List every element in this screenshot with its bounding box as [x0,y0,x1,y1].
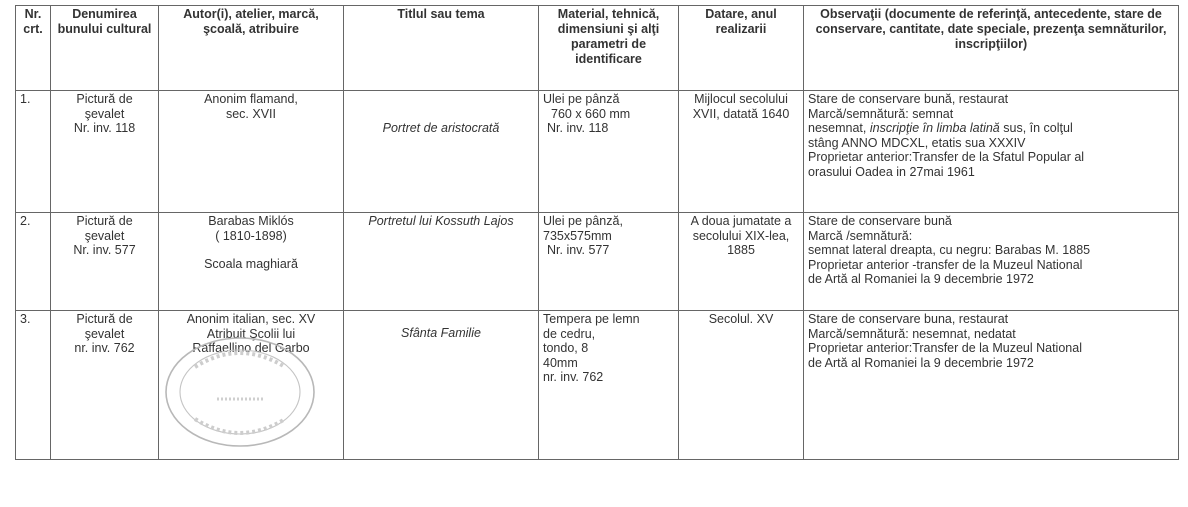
header-name: Denumirea bunului cultural [51,6,159,91]
header-author: Autor(i), atelier, marcă, şcoală, atribuire [159,6,344,91]
table-row [16,311,1179,460]
cell-date: Mijlocul secolului XVII, datată 1640 [679,91,804,213]
cell-author: Barabas Miklós ( 1810-1898) Scoala maghiară [159,213,344,311]
cell-title: Portret de aristocrată [344,91,539,213]
header-row [16,6,1179,91]
cell-title: Portretul lui Kossuth Lajos [344,213,539,311]
table-row [16,213,1179,311]
cell-nr: 1. [16,91,51,213]
cell-nr: 3. [16,311,51,460]
header-nr: Nr. crt. [16,6,51,91]
cell-author: Anonim flamand, sec. XVII [159,91,344,213]
header-material: Material, tehnică, dimensiuni şi alţi parametri de identificare [539,6,679,91]
cell-notes: Stare de conservare bună, restaurat Marcă/semnătură: semnat nesemnat, inscripţie în limba latină sus, în colţul stâng ANNO MDCXL, etatis sua XXXIV Proprietar anterior:Transfer de la Sfatul Popular al orasului Oadea in 27mai 1961 [804,91,1179,213]
cell-notes: Stare de conservare buna, restaurat Marcă/semnătură: nesemnat, nedatat Proprietar anterior:Transfer de la Muzeul National de Artă al Romaniei la 9 decembrie 1972 [804,311,1179,460]
cell-date: A doua jumatate a secolului XIX-lea, 1885 [679,213,804,311]
cell-material: Ulei pe pânză, 735x575mm Nr. inv. 577 [539,213,679,311]
header-title: Titlul sau tema [344,6,539,91]
table-row [16,91,1179,213]
header-notes: Observaţii (documente de referinţă, antecedente, stare de conservare, cantitate, date speciale, prezenţa semnăturilor, inscripţiilor) [804,6,1179,91]
cell-material: Ulei pe pânză 760 x 660 mm Nr. inv. 118 [539,91,679,213]
cell-name: Pictură de şevalet Nr. inv. 577 [51,213,159,311]
cell-author: Anonim italian, sec. XV Atribuit Şcolii lui Raffaellino del Garbo [159,311,344,460]
cell-date: Secolul. XV [679,311,804,460]
cell-nr: 2. [16,213,51,311]
cell-name: Pictură de şevalet nr. inv. 762 [51,311,159,460]
cell-material: Tempera pe lemn de cedru, tondo, 8 40mm nr. inv. 762 [539,311,679,460]
header-date: Datare, anul realizarii [679,6,804,91]
inventory-table [15,5,1179,460]
cell-name: Pictură de şevalet Nr. inv. 118 [51,91,159,213]
cell-notes: Stare de conservare bună Marcă /semnătură: semnat lateral dreapta, cu negru: Barabas M. 1885 Proprietar anterior -transfer de la Muzeul National de Artă al Romaniei la 9 decembrie 1972 [804,213,1179,311]
cell-title: Sfânta Familie [344,311,539,460]
